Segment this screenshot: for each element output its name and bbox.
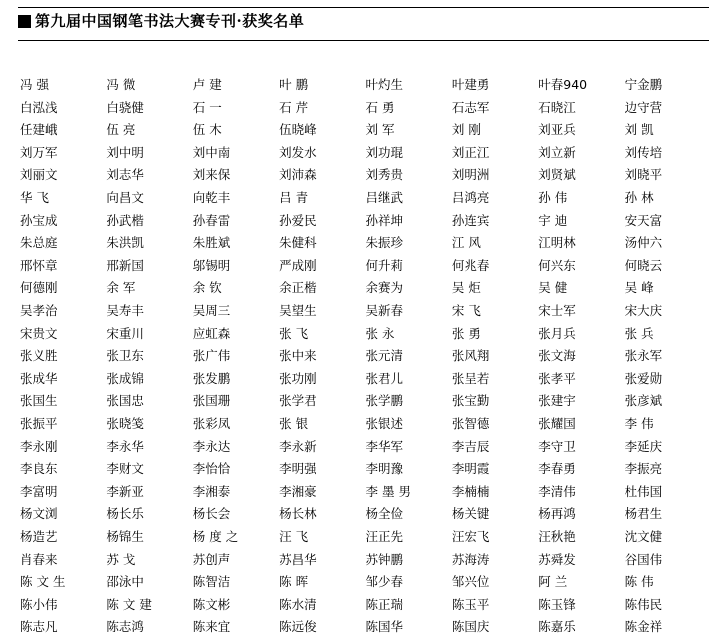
- winner-name: 余 军: [106, 280, 136, 296]
- winner-name: 张振平: [20, 415, 58, 431]
- winner-name: 张银述: [365, 415, 404, 431]
- winner-name: 刘传培: [624, 144, 663, 160]
- winner-name: 朱健科: [279, 235, 317, 251]
- name-row: [18, 164, 709, 187]
- winner-name: 孙宝成: [20, 212, 58, 228]
- winner-name: 刘发水: [279, 144, 317, 160]
- winner-name: 孙武楷: [106, 212, 144, 228]
- winner-name: 陈嘉乐: [538, 619, 576, 635]
- winner-name: 杨长林: [279, 506, 317, 522]
- winner-name: 宋士军: [538, 302, 576, 318]
- winner-name: 张国珊: [192, 393, 231, 409]
- winner-name: 汤仲六: [624, 235, 663, 251]
- winner-name: 宋贵文: [20, 325, 58, 341]
- winner-name: 陈 伟: [624, 574, 654, 590]
- winner-name: 张 勇: [451, 325, 481, 341]
- winner-name: 李清伟: [538, 483, 576, 499]
- winner-name: 张中来: [279, 348, 317, 364]
- winner-name: 孙 林: [624, 190, 654, 206]
- winner-name: 杨长会: [192, 506, 231, 522]
- winner-name: 李 墨 男: [365, 483, 411, 499]
- winner-name: 刘秀贵: [365, 167, 404, 183]
- winner-name: 张成华: [20, 370, 58, 386]
- winner-name: 邢新国: [106, 257, 144, 273]
- winner-name: 刘万军: [20, 144, 58, 160]
- winner-name: 张 永: [365, 325, 395, 341]
- winner-name: 应虹森: [192, 325, 231, 341]
- winner-name: 白骁健: [106, 99, 144, 115]
- name-row: [18, 187, 709, 210]
- winner-name: 李财文: [106, 461, 144, 477]
- winner-name: 李永新: [279, 438, 317, 454]
- winner-name: 石 芹: [279, 99, 309, 115]
- winner-name: 边守营: [624, 99, 663, 115]
- winner-name: 张元清: [365, 348, 404, 364]
- winner-name: 安天富: [624, 212, 663, 228]
- page-title: 第九届中国钢笔书法大赛专刊·获奖名单: [35, 12, 305, 30]
- winner-name: 张 兵: [624, 325, 654, 341]
- winner-name: 任建峨: [20, 122, 58, 138]
- winner-name: 宋重川: [106, 325, 144, 341]
- winner-name: 陈小伟: [20, 596, 58, 612]
- winner-name: 陈国华: [365, 619, 404, 635]
- winner-name: 宋大庆: [624, 302, 663, 318]
- winner-name: 宁金鹏: [624, 77, 663, 93]
- winner-name: 朱振珍: [365, 235, 404, 251]
- winner-name: 石 一: [192, 99, 222, 115]
- winner-name: 刘 凯: [624, 122, 654, 138]
- winner-name: 张智德: [451, 415, 490, 431]
- winner-name: 邹兴位: [451, 574, 490, 590]
- winner-name: 阿 兰: [538, 574, 568, 590]
- winner-name: 吴 炬: [451, 280, 481, 296]
- name-row: [18, 413, 709, 436]
- winner-name: 刘贤斌: [538, 167, 576, 183]
- name-row: [18, 345, 709, 368]
- winner-name: 张晓笺: [106, 415, 144, 431]
- name-row: [18, 300, 709, 323]
- winner-name: 叶春940: [538, 77, 588, 93]
- winner-name: 江 风: [451, 235, 481, 251]
- winner-name: 李华军: [365, 438, 404, 454]
- winner-name: 张广伟: [192, 348, 231, 364]
- name-row: [18, 368, 709, 391]
- winner-name: 刘志华: [106, 167, 144, 183]
- winner-name: 吴孝治: [20, 302, 58, 318]
- winner-name: 张义胜: [20, 348, 58, 364]
- winner-name: 张呈若: [451, 370, 490, 386]
- winner-name: 卢 建: [192, 77, 222, 93]
- winner-name: 吴 健: [538, 280, 568, 296]
- winner-name: 余正楷: [279, 280, 317, 296]
- winner-name: 朱胜斌: [192, 235, 231, 251]
- winner-name: 陈志凡: [20, 619, 58, 635]
- winner-name: 陈水清: [279, 596, 317, 612]
- winner-name: 朱洪凯: [106, 235, 144, 251]
- winner-name: 吴新春: [365, 302, 404, 318]
- winner-name: 余 钦: [192, 280, 222, 296]
- winner-name: 陈玉锋: [538, 596, 576, 612]
- winner-name: 冯 微: [106, 77, 136, 93]
- winner-name: 张成锦: [106, 370, 144, 386]
- winner-name: 刘中南: [192, 144, 231, 160]
- winner-name: 杨君生: [624, 506, 663, 522]
- winner-name: 邬锡明: [192, 257, 231, 273]
- winner-name: 李新亚: [106, 483, 144, 499]
- winner-name: 张卫东: [106, 348, 144, 364]
- winner-name: 陈 文 生: [20, 574, 66, 590]
- winner-name: 李永刚: [20, 438, 58, 454]
- winner-name: 华 飞: [20, 190, 49, 206]
- winner-name: 张宝勤: [451, 393, 490, 409]
- winner-name: 刘沛森: [279, 167, 317, 183]
- winner-name: 李湘泰: [192, 483, 231, 499]
- winner-name: 冯 强: [20, 77, 49, 93]
- winner-name: 沈文健: [624, 528, 663, 544]
- name-row: [18, 571, 709, 594]
- winner-name: 张发鹏: [192, 370, 231, 386]
- name-row: [18, 594, 709, 617]
- winner-name: 杨文浏: [20, 506, 58, 522]
- winner-name: 白泓浅: [20, 99, 58, 115]
- winner-name: 吴望生: [279, 302, 317, 318]
- header-rule-top: [18, 7, 709, 8]
- winner-name: 孙连宾: [451, 212, 490, 228]
- winner-name: 李延庆: [624, 438, 663, 454]
- name-row: [18, 255, 709, 278]
- winner-name: 张耀国: [538, 415, 576, 431]
- winner-name: 吕 青: [279, 190, 309, 206]
- winner-name: 张风翔: [451, 348, 490, 364]
- winner-name: 刘正江: [451, 144, 490, 160]
- name-row: [18, 616, 709, 639]
- winner-name: 余赛为: [365, 280, 404, 296]
- winner-name: 杜伟国: [624, 483, 663, 499]
- winner-name: 孙祥坤: [365, 212, 404, 228]
- winner-name: 李 伟: [624, 415, 654, 431]
- winner-name: 叶灼生: [365, 77, 404, 93]
- winner-name: 李守卫: [538, 438, 576, 454]
- winner-name: 陈智洁: [192, 574, 231, 590]
- winner-name: 李湘豪: [279, 483, 317, 499]
- winner-name: 伍 木: [192, 122, 222, 138]
- winner-name: 张月兵: [538, 325, 576, 341]
- winner-name: 李永华: [106, 438, 144, 454]
- winner-name: 陈正瑞: [365, 596, 404, 612]
- name-row: [18, 390, 709, 413]
- winner-name: 张爱勋: [624, 370, 663, 386]
- winner-name: 李明豫: [365, 461, 404, 477]
- winner-name: 何晓云: [624, 257, 663, 273]
- winner-name: 陈玉平: [451, 596, 490, 612]
- winner-name: 李怡恰: [192, 461, 231, 477]
- winner-name: 吴寿丰: [106, 302, 144, 318]
- winner-name: 向乾丰: [192, 190, 231, 206]
- name-row: [18, 481, 709, 504]
- winner-name: 陈国庆: [451, 619, 490, 635]
- winner-name: 苏 戈: [106, 551, 136, 567]
- winner-name: 邹少春: [365, 574, 404, 590]
- winner-name: 苏创声: [192, 551, 231, 567]
- winner-name: 宋 飞: [451, 302, 481, 318]
- winner-name: 张孝平: [538, 370, 576, 386]
- winner-name: 伍 亮: [106, 122, 136, 138]
- winner-name: 张学君: [279, 393, 317, 409]
- winner-name: 石志军: [451, 99, 490, 115]
- winner-name: 苏舜发: [538, 551, 576, 567]
- name-row: [18, 119, 709, 142]
- winner-name: 李春勇: [538, 461, 576, 477]
- winner-name: 李良东: [20, 461, 58, 477]
- winner-name: 石 勇: [365, 99, 395, 115]
- name-row: [18, 232, 709, 255]
- winner-name: 孙爱民: [279, 212, 317, 228]
- black-square-bullet-icon: [18, 15, 31, 28]
- winner-name: 张建宇: [538, 393, 576, 409]
- winner-name: 张 飞: [279, 325, 309, 341]
- winner-name: 陈 文 建: [106, 596, 152, 612]
- name-row: [18, 97, 709, 120]
- winner-name: 李振亮: [624, 461, 663, 477]
- winner-name: 何升莉: [365, 257, 404, 273]
- page-header: [0, 0, 727, 44]
- winner-name: 叶 鹏: [279, 77, 309, 93]
- winner-name: 汪正先: [365, 528, 404, 544]
- winner-name: 刘 军: [365, 122, 395, 138]
- winner-name: 杨长乐: [106, 506, 144, 522]
- winner-name: 孙春雷: [192, 212, 231, 228]
- winner-name: 邢怀章: [20, 257, 58, 273]
- winner-name: 苏钟鹏: [365, 551, 404, 567]
- winner-name: 陈文彬: [192, 596, 231, 612]
- winner-name: 吴 峰: [624, 280, 654, 296]
- winner-name: 张国生: [20, 393, 58, 409]
- winner-name: 苏海涛: [451, 551, 490, 567]
- winner-name-grid: [18, 74, 709, 639]
- winner-name: 刘立新: [538, 144, 576, 160]
- winner-name: 刘晓平: [624, 167, 663, 183]
- name-row: [18, 142, 709, 165]
- winner-name: 李吉辰: [451, 438, 490, 454]
- winner-name: 陈金祥: [624, 619, 663, 635]
- winner-name: 苏昌华: [279, 551, 317, 567]
- winner-name: 刘功琨: [365, 144, 404, 160]
- name-row: [18, 323, 709, 346]
- winner-name: 肖春来: [20, 551, 58, 567]
- winner-name: 李永达: [192, 438, 231, 454]
- winner-name: 江明林: [538, 235, 576, 251]
- header-title-group: [18, 14, 314, 29]
- winner-name: 石晓江: [538, 99, 576, 115]
- winner-name: 汪秋艳: [538, 528, 576, 544]
- winner-name: 陈来宜: [192, 619, 231, 635]
- winner-name: 张文海: [538, 348, 576, 364]
- winner-name: 伍晓峰: [279, 122, 317, 138]
- winner-name: 李明霞: [451, 461, 490, 477]
- name-row: [18, 458, 709, 481]
- winner-name: 刘丽文: [20, 167, 58, 183]
- winner-name: 何德刚: [20, 280, 58, 296]
- winner-name: 朱总庭: [20, 235, 58, 251]
- winner-name: 刘亚兵: [538, 122, 576, 138]
- winner-name: 张学鹏: [365, 393, 404, 409]
- winner-name: 李富明: [20, 483, 58, 499]
- winner-name: 张 银: [279, 415, 309, 431]
- winner-name: 张彩凤: [192, 415, 231, 431]
- winner-name: 向昌文: [106, 190, 144, 206]
- winner-name: 刘 刚: [451, 122, 481, 138]
- winner-name: 严成刚: [279, 257, 317, 273]
- winner-name: 张国忠: [106, 393, 144, 409]
- winner-name: 李明强: [279, 461, 317, 477]
- name-row: [18, 548, 709, 571]
- winner-name: 陈远俊: [279, 619, 317, 635]
- winner-name: 叶建勇: [451, 77, 490, 93]
- winner-name: 杨关键: [451, 506, 490, 522]
- winner-name: 汪 飞: [279, 528, 309, 544]
- name-row: [18, 74, 709, 97]
- name-row: [18, 277, 709, 300]
- name-row: [18, 436, 709, 459]
- winner-name: 何兆春: [451, 257, 490, 273]
- winner-name: 汪宏飞: [451, 528, 490, 544]
- winner-name: 杨再鸿: [538, 506, 576, 522]
- header-rule-bottom: [18, 40, 709, 41]
- winner-name: 吕鸿亮: [451, 190, 490, 206]
- winner-name: 杨全俭: [365, 506, 404, 522]
- winner-name: 刘来保: [192, 167, 231, 183]
- winner-name: 陈 晖: [279, 574, 309, 590]
- winner-name: 何兴东: [538, 257, 576, 273]
- winner-name: 杨锦生: [106, 528, 144, 544]
- winner-name: 邵泳中: [106, 574, 144, 590]
- winner-name: 张永军: [624, 348, 663, 364]
- winner-name: 孙 伟: [538, 190, 568, 206]
- winner-name: 杨 度 之: [192, 528, 239, 544]
- winner-name: 杨造艺: [20, 528, 58, 544]
- winner-name: 陈伟民: [624, 596, 663, 612]
- winner-name: 李楠楠: [451, 483, 490, 499]
- winner-name: 刘中明: [106, 144, 144, 160]
- name-row: [18, 210, 709, 233]
- winner-name: 陈志鸿: [106, 619, 144, 635]
- name-row: [18, 503, 709, 526]
- winner-name: 吴周三: [192, 302, 231, 318]
- winner-name: 刘明洲: [451, 167, 490, 183]
- name-row: [18, 526, 709, 549]
- winner-name: 张功刚: [279, 370, 317, 386]
- winner-name: 宇 迪: [538, 212, 568, 228]
- winner-name: 张君儿: [365, 370, 404, 386]
- winner-name: 谷国伟: [624, 551, 663, 567]
- winner-name: 张彦斌: [624, 393, 663, 409]
- winner-name: 吕继武: [365, 190, 404, 206]
